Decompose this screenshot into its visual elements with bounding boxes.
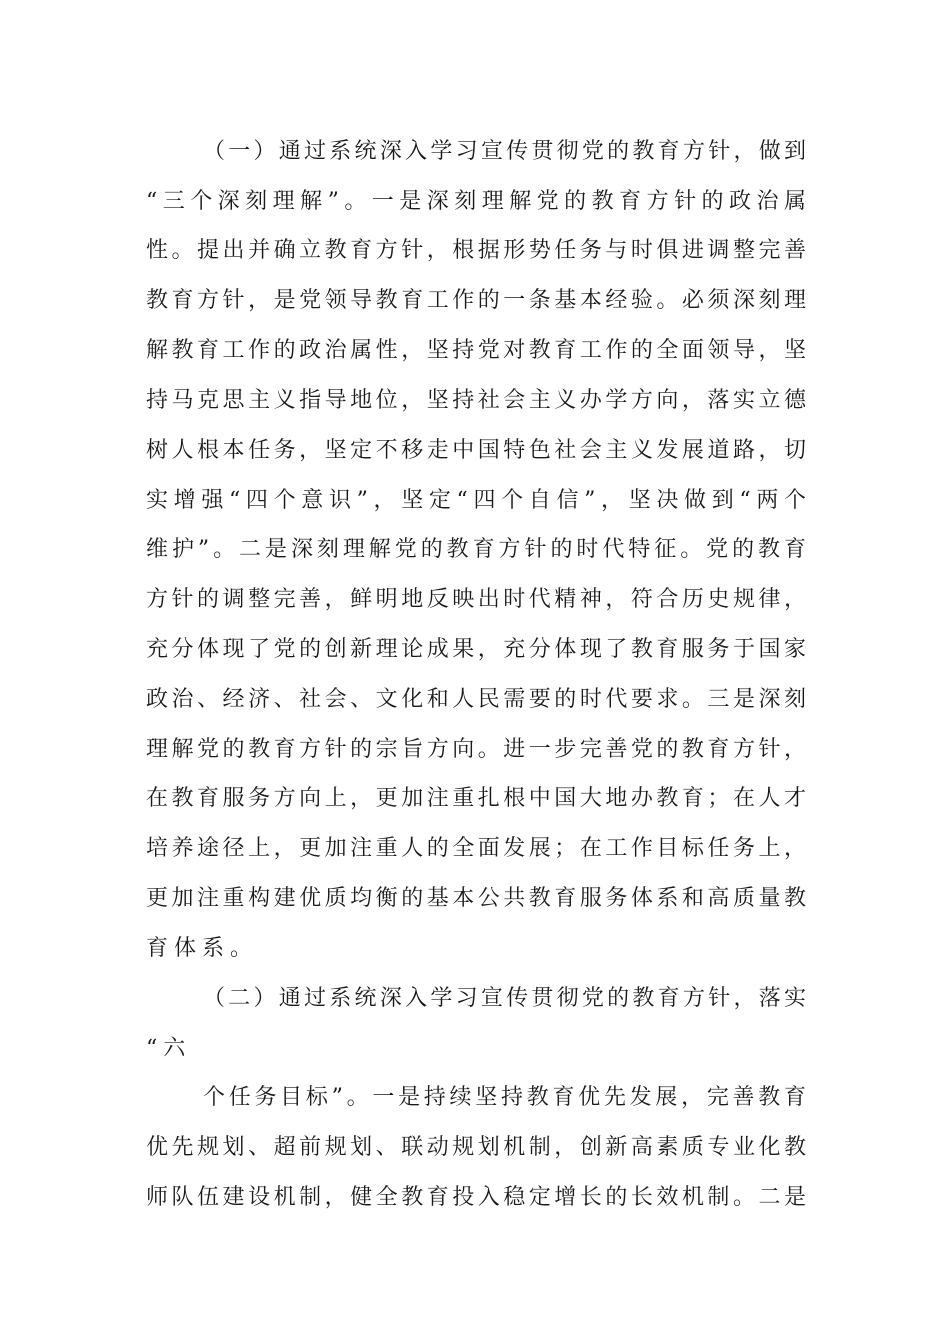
text-line: 方针的调整完善，鲜明地反映出时代精神，符合历史规律， bbox=[146, 587, 806, 612]
text-line: “三个深刻理解”。一是深刻理解党的教育方针的政治属 bbox=[146, 189, 806, 214]
text-line: 维护”。二是深刻理解党的教育方针的时代特征。党的教育 bbox=[146, 537, 806, 562]
text-line: 解教育工作的政治属性，坚持党对教育工作的全面领导，坚 bbox=[146, 338, 806, 363]
text-line: 优先规划、超前规划、联动规划机制，创新高素质专业化教 bbox=[146, 1135, 806, 1160]
text-line: 政治、经济、社会、文化和人民需要的时代要求。三是深刻 bbox=[146, 687, 806, 712]
text-line: 个任务目标”。一是持续坚持教育优先发展，完善教育 bbox=[203, 1085, 806, 1110]
text-line: 实增强“四个意识”，坚定“四个自信”，坚决做到“两个 bbox=[146, 488, 806, 513]
text-line: 在教育服务方向上，更加注重扎根中国大地办教育；在人才 bbox=[146, 786, 806, 811]
text-line: 持马克思主义指导地位，坚持社会主义办学方向，落实立德 bbox=[146, 388, 806, 413]
text-line: 师队伍建设机制，健全教育投入稳定增长的长效机制。二是 bbox=[146, 1185, 806, 1210]
text-line: 充分体现了党的创新理论成果，充分体现了教育服务于国家 bbox=[146, 637, 806, 662]
text-line: （二）通过系统深入学习宣传贯彻党的教育方针，落实 bbox=[203, 986, 806, 1011]
text-line: 培养途径上，更加注重人的全面发展；在工作目标任务上， bbox=[146, 836, 806, 861]
text-line: 性。提出并确立教育方针，根据形势任务与时俱进调整完善 bbox=[146, 238, 806, 263]
text-line: “六 bbox=[146, 1036, 192, 1061]
text-line: 教育方针，是党领导教育工作的一条基本经验。必须深刻理 bbox=[146, 288, 806, 313]
text-line: 树人根本任务，坚定不移走中国特色社会主义发展道路，切 bbox=[146, 438, 806, 463]
text-line: 育体系。 bbox=[146, 936, 259, 961]
text-line: 更加注重构建优质均衡的基本公共教育服务体系和高质量教 bbox=[146, 886, 806, 911]
text-line: （一）通过系统深入学习宣传贯彻党的教育方针，做到 bbox=[203, 139, 806, 164]
text-line: 理解党的教育方针的宗旨方向。进一步完善党的教育方针， bbox=[146, 737, 806, 762]
